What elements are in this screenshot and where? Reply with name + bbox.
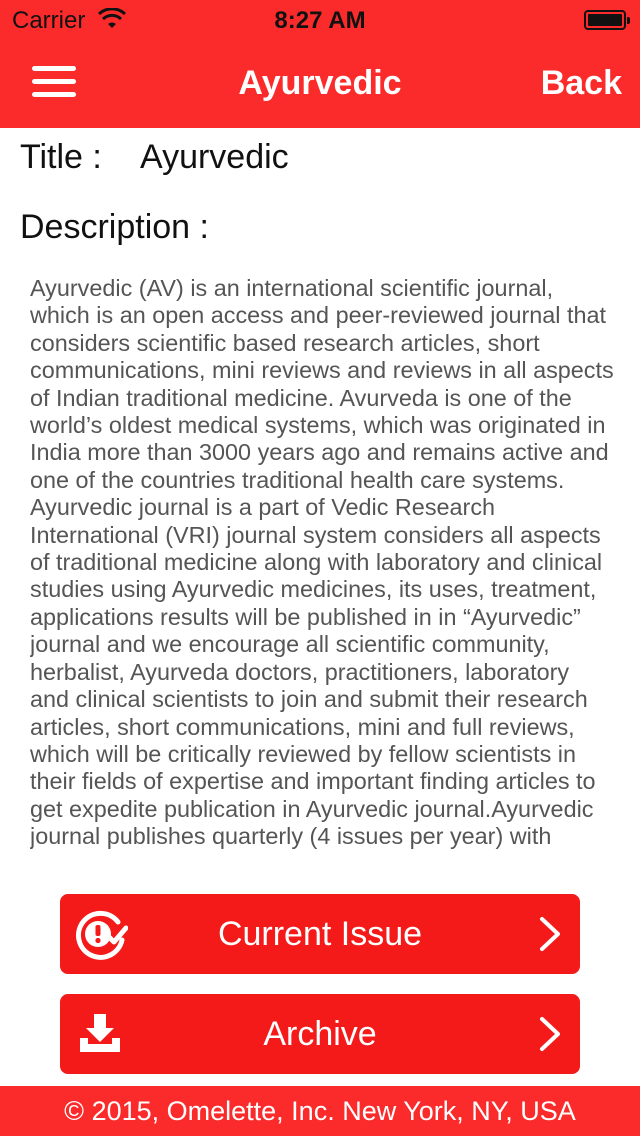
carrier-label: Carrier (12, 7, 86, 34)
description-label: Description : (20, 208, 209, 246)
status-time: 8:27 AM (274, 7, 366, 34)
current-issue-button[interactable] (60, 894, 580, 974)
page-title: Ayurvedic (238, 64, 402, 102)
title-row (20, 138, 289, 177)
footer (0, 1086, 640, 1136)
title-value: Ayurvedic (140, 138, 289, 176)
navigation-bar (0, 40, 640, 128)
battery-icon (584, 10, 626, 30)
archive-label: Archive (263, 1015, 377, 1053)
description-text: Ayurvedic (AV) is an international scientific journal, which is an open access and peer-reviewed journal that considers scientific based research articles, short communications, mini reviews and reviews in all aspects of Indian traditional medicine. Avurveda is one of the world’s oldest medical systems, which was originated in India more than 3000 years ago and remains active and one of the countries traditional health care systems. Ayurvedic journal is a part of Vedic Research International (VRI) journal system considers all aspects of traditional medicine along with laboratory and clinical studies using Ayurvedic medicines, its uses, treatment, applications results will be published in in “Ayurvedic” journal and we encourage all scientific community, herbalist, Ayurveda doctors, practitioners, laboratory and clinical scientists to join and submit their research articles, short communications, mini and full reviews, which will be critically reviewed by fellow scientists in their fields of expertise and important finding articles to get expedite publication in Ayurvedic journal.Ayurvedic journal publishes quarterly (4 issues per year) with (30, 275, 614, 850)
title-label: Title : (20, 138, 102, 176)
back-button[interactable]: Back (540, 64, 622, 102)
current-issue-label: Current Issue (217, 915, 423, 953)
top-bar (0, 0, 640, 128)
archive-button[interactable] (60, 994, 580, 1074)
footer-copyright: © 2015, Omelette, Inc. New York, NY, USA (64, 1096, 576, 1126)
status-bar (0, 0, 640, 40)
chevron-right-icon (538, 916, 562, 952)
chevron-right-icon (538, 1016, 562, 1052)
description-scroll-area[interactable] (30, 275, 614, 873)
